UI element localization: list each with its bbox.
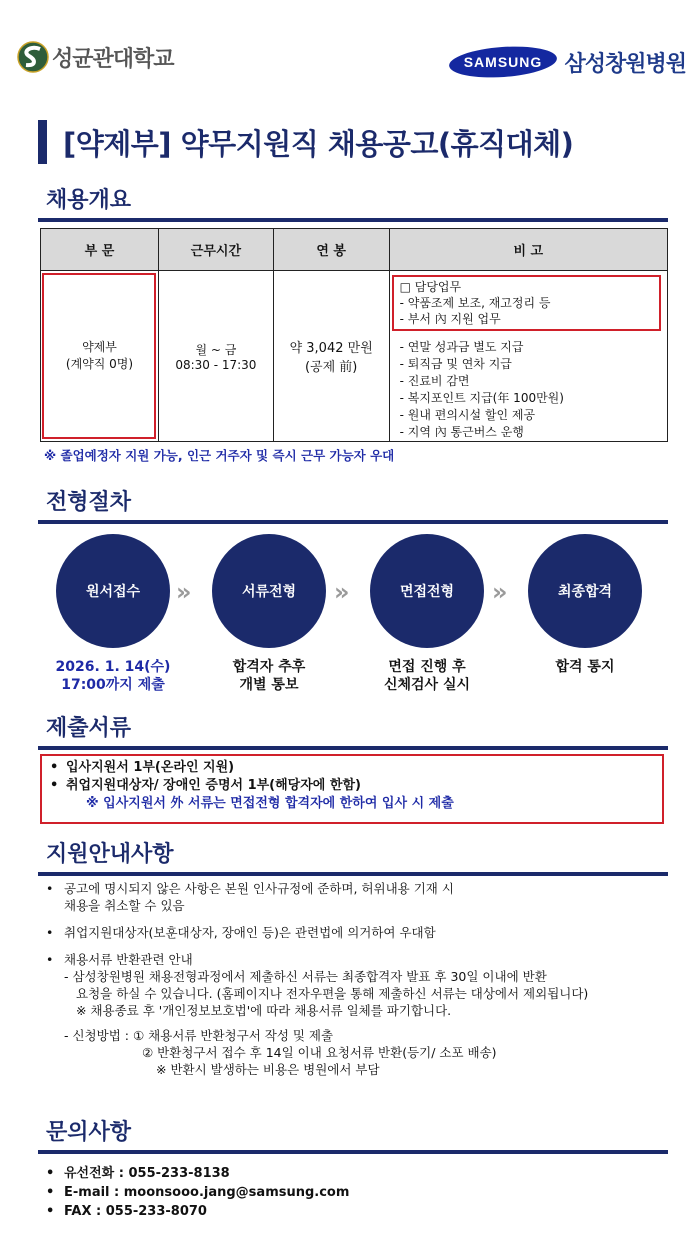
- guide-text: ② 반환청구서 접수 후 14일 이내 요청서류 반환(등기/ 소포 배송): [142, 1045, 497, 1060]
- documents-list: [50, 759, 654, 795]
- duty-highlight-box: [392, 275, 661, 331]
- caption-line: 면접 진행 후: [388, 659, 466, 675]
- header: [0, 0, 700, 100]
- double-chevron-right-icon: »: [334, 578, 341, 606]
- double-chevron-right-icon: »: [492, 578, 499, 606]
- salary-note: (공제 前): [304, 360, 358, 375]
- section-rule: [38, 872, 668, 876]
- page-title-wrap: [38, 120, 573, 164]
- notes-cell: [389, 271, 667, 442]
- work-days: 월 ~ 금: [195, 342, 237, 357]
- list-item: - 원내 편의시설 할인 제공: [399, 408, 536, 422]
- duty-title: □ 담당업무: [399, 280, 462, 294]
- caption-line: 합격자 추후: [232, 659, 306, 675]
- contact-list: [44, 1164, 349, 1221]
- hospital-logo: [448, 44, 686, 80]
- list-item: - 연말 성과금 별도 지급: [399, 340, 524, 354]
- contact-phone: • 유선전화 : 055-233-8138: [44, 1164, 349, 1183]
- caption-line: 개별 통보: [239, 677, 299, 693]
- duty-item: - 부서 內 지원 업무: [399, 312, 501, 326]
- table-header-row: [41, 229, 668, 271]
- guide-text: - 신청방법 : ① 채용서류 반환청구서 작성 및 제출: [64, 1028, 334, 1043]
- section-title: 제출서류: [46, 716, 132, 741]
- work-hours: 08:30 - 17:30: [175, 357, 257, 372]
- col-header-salary: 연 봉: [273, 229, 389, 271]
- guide-text: • 채용서류 반환관련 안내: [64, 952, 193, 967]
- dept-name: 약제부: [82, 340, 117, 354]
- guide-text: • 취업지원대상자(보훈대상자, 장애인 등)은 관련법에 의거하여 우대함: [64, 925, 436, 940]
- samsung-wordmark: SAMSUNG: [464, 54, 543, 70]
- list-item: - 지역 內 통근버스 운행: [399, 425, 524, 439]
- university-name: 성균관대학교: [52, 46, 174, 72]
- contact-fax: • FAX : 055-233-8070: [44, 1202, 349, 1221]
- hospital-name: 삼성창원병원: [564, 51, 686, 77]
- guide-text: ※ 반환시 발생하는 비용은 병원에서 부담: [156, 1062, 380, 1077]
- list-item: - 복지포인트 지급(年 100만원): [399, 391, 564, 405]
- step-circle-apply: 원서접수: [56, 534, 170, 648]
- caption-line: 2026. 1. 14(수): [55, 659, 171, 675]
- section-rule: [38, 1150, 668, 1154]
- salary-cell: [273, 271, 389, 442]
- title-accent-bar: [38, 120, 47, 164]
- section-rule: [38, 218, 668, 222]
- hours-cell: [158, 271, 273, 442]
- dept-headcount: (계약직 0명): [65, 357, 134, 371]
- samsung-logo: [448, 44, 558, 80]
- section-title: 문의사항: [46, 1120, 132, 1145]
- duty-item: - 약품조제 보조, 재고정리 등: [399, 296, 551, 310]
- guide-text: ※ 채용종료 후 '개인정보보호법'에 따라 채용서류 일체를 파기합니다.: [76, 1003, 452, 1018]
- benefits-list: [390, 331, 667, 441]
- list-item: [44, 951, 664, 1078]
- col-header-hours: 근무시간: [158, 229, 273, 271]
- list-item: [44, 880, 664, 914]
- list-item: [44, 924, 664, 941]
- section-rule: [38, 520, 668, 524]
- section-overview-heading: [38, 184, 668, 222]
- university-logo: [16, 40, 174, 74]
- col-header-dept: 부 문: [41, 229, 159, 271]
- section-rule: [38, 746, 668, 750]
- section-title: 지원안내사항: [46, 842, 174, 867]
- list-item: • 취업지원대상자/ 장애인 증명서 1부(해당자에 한함): [50, 777, 654, 795]
- col-header-notes: 비 고: [389, 229, 667, 271]
- step-caption-apply: [33, 658, 193, 694]
- list-item: - 진료비 감면: [399, 374, 470, 388]
- section-process-heading: [38, 486, 668, 524]
- guide-list: [44, 880, 664, 1088]
- section-guide-heading: [38, 838, 668, 876]
- section-documents-heading: [38, 712, 668, 750]
- step-circle-interview: 면접전형: [370, 534, 484, 648]
- caption-line: 17:00까지 제출: [61, 677, 165, 693]
- section-contact-heading: [38, 1116, 668, 1154]
- dept-highlight-box: [42, 273, 156, 439]
- overview-note: ※ 졸업예정자 지원 가능, 인근 거주자 및 즉시 근무 가능자 우대: [44, 448, 395, 463]
- guide-text: • 공고에 명시되지 않은 사항은 본원 인사규정에 준하며, 허위내용 기재 시: [64, 881, 454, 896]
- table-row: [41, 271, 668, 442]
- guide-text: 채용을 취소할 수 있음: [64, 898, 185, 913]
- section-title: 채용개요: [46, 188, 132, 213]
- overview-table: [40, 228, 668, 442]
- documents-note: ※ 입사지원서 外 서류는 면접전형 합격자에 한하여 입사 시 제출: [86, 796, 454, 811]
- guide-text: 요청을 하실 수 있습니다. (홈페이지나 전자우편을 통해 제출하신 서류는 대상에서 제외됩니다): [76, 986, 589, 1001]
- step-circle-documents: 서류전형: [212, 534, 326, 648]
- double-chevron-right-icon: »: [176, 578, 183, 606]
- section-title: 전형절차: [46, 490, 132, 515]
- contact-email: • E-mail : moonsooo.jang@samsung.com: [44, 1183, 349, 1202]
- caption-line: 신체검사 실시: [383, 677, 471, 693]
- skku-emblem-icon: [16, 40, 50, 74]
- step-circle-final: 최종합격: [528, 534, 642, 648]
- step-caption-interview: [347, 658, 507, 694]
- list-item: • 입사지원서 1부(온라인 지원): [50, 759, 654, 777]
- documents-box: [40, 754, 664, 824]
- step-caption-final: [505, 658, 665, 676]
- guide-text: - 삼성창원병원 채용전형과정에서 제출하신 서류는 최종합격자 발표 후 30일 이내에 반환: [64, 969, 547, 984]
- page-title: [약제부] 약무지원직 채용공고(휴직대체): [63, 126, 574, 161]
- caption-line: 합격 통지: [555, 659, 615, 675]
- dept-cell: [41, 271, 159, 442]
- step-caption-documents: [189, 658, 349, 694]
- list-item: - 퇴직금 및 연차 지급: [399, 357, 512, 371]
- salary-amount: 약 3,042 만원: [289, 341, 373, 356]
